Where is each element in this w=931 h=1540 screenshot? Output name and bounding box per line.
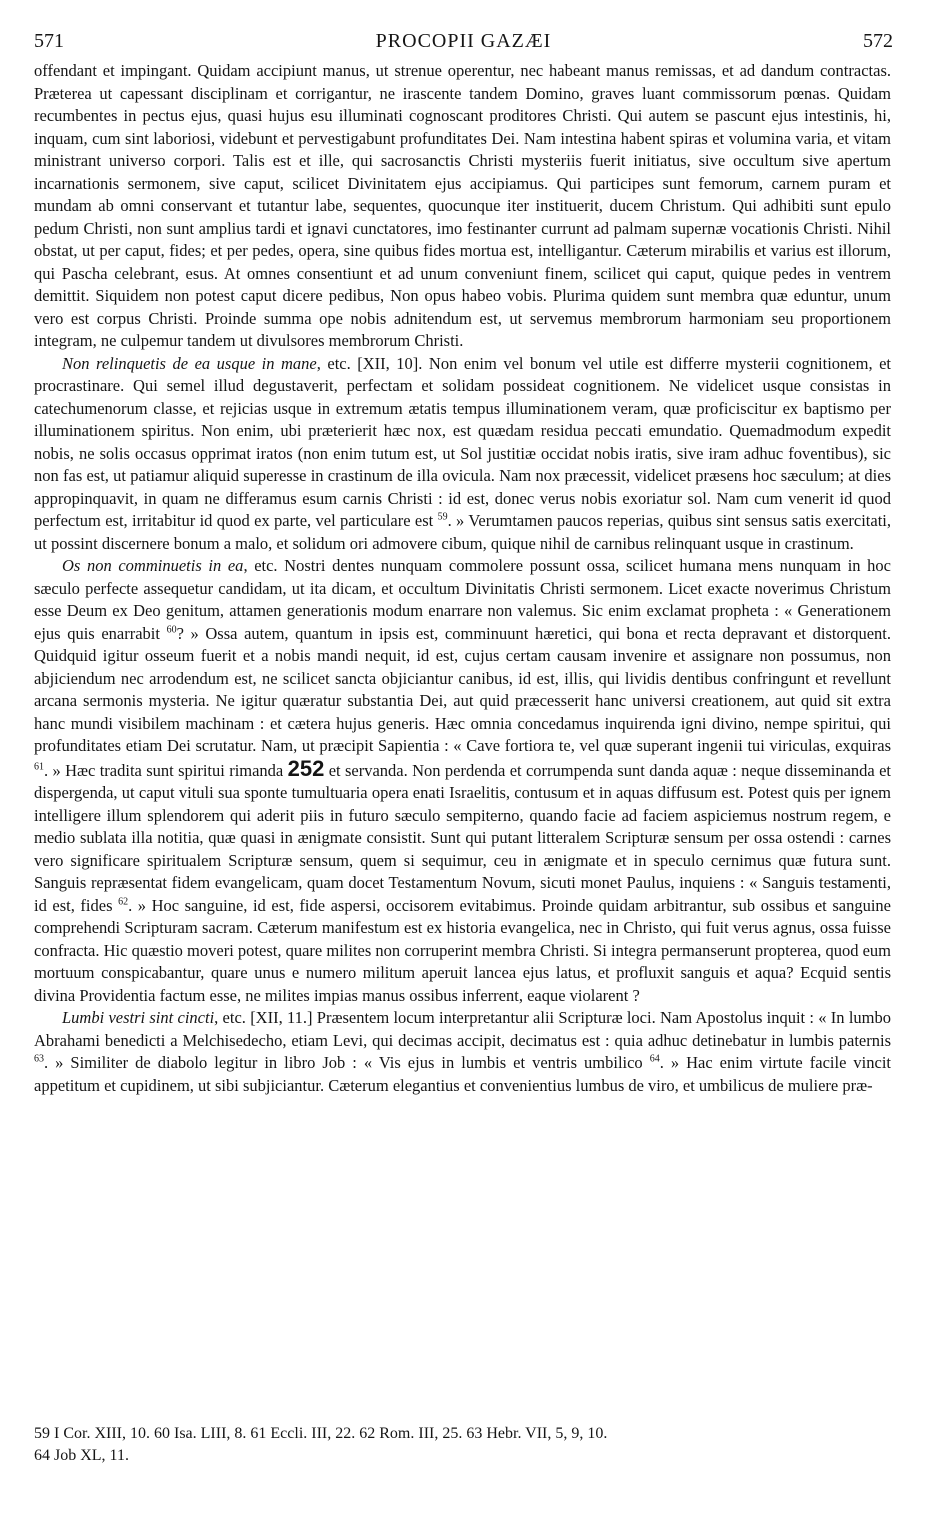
column-marker: 252 [287,755,325,781]
page-number-left: 571 [34,30,64,52]
lemma-text: Non relinquetis de ea usque in mane [62,353,317,373]
footnote-ref: 62 [118,896,129,907]
paragraph-text: , etc. Nostri dentes nunquam commolere possunt ossa, scilicet humana mens nunquam in hoc sæculo perfecte assequetur candidam, ut ita dicam, et occultum Divinitatis Christi sermonem. Licet exacte noverimus Christum esse Deum ex Deo genitum, attamen generationis modum enarrare non valemus. Sic enim exclamat propheta : « Generationem ejus quis enarrabit [34,556,891,643]
footnote-ref: 60 [166,624,177,635]
paragraph-text: . » Hoc sanguine, id est, fide aspersi, occisorem evitabimus. Proinde quidam arbitrantur, sub ossibus et sanguine comprehendi Scripturam sacram. Cæterum manifestum est ex historia evangelica, nec in Christo, qui fuit verus agnus, ossa fuisse confracta. Hic quæstio moveri potest, quare milites non corruperint membra Christi. Si integra permanserunt propterea, quod eum mortuum conspicabantur, quare unus e numero militum aperuit lancea ejus latus, et profluxit sanguis et aqua? Ecquid sentis divina Providentia factum esse, ne milites impias manus ossibus inferrent, eaque violarent ? [34,895,891,1005]
footnote-ref: 61 [34,761,44,772]
footnote-ref: 63 [34,1053,44,1065]
footnotes [34,1423,891,1467]
lemma-text: Os non comminuetis in ea [62,556,244,575]
running-title: PROCOPII GAZÆI [375,30,552,52]
paragraph-text: offendant et impingant. Quidam accipiunt manus, ut strenue operentur, nec habeant manus remissas, et ad dandum contractas. Præterea ut capessant disciplinam et corrigantur, ne irascente tandem Domino, graves luant commissorum pœnas. Quidam recumbentes in pectus ejus, quasi hujus esu illuminati cognoscant proditores Christi. Qui autem se pascunt ejus intestinis, hi, inquam, cum sint laboriosi, videbunt et pervestigabunt profunditates Dei. Nam intestina habent spiras et volumina varia, et vitam ministrant universo corpori. Talis est et ille, qui sacrosanctis Christi mysteriis fuerit initiatus, sive occultum sive apertum incarnationis sermonem, sive caput, scilicet Divinitatem ejus accipiamus. Qui participes sunt femorum, carnem puram et mundam ab omni conservant et tutantur labe, sequentes, quocunque iter instituerit, ducem Christum. Qui adhibiti sunt epulo pedum Christi, non sunt amplius tardi et ignavi cunctatores, imo festinanter currunt ad palmam supernæ vocationis Christi. Nihil obstat, ut per caput, fides; et per pedes, opera, sine quibus fides mortua est, intelligantur. Cæterum mirabilis et varius est illorum, qui Pascha celebrant, esus. At omnes consentiunt et ad unum conveniunt finem, scilicet qui caput, quique pedes in ventrem demittit. Siquidem non potest caput dicere pedibus, Non opus habeo vobis. Plurima quidem sunt membra quæ eduntur, unum vero est corpus Christi. Proinde summa ope nobis adnitendum est, ut servemus membrorum harmoniam seu proportionem integram, ne culpemur tandem ut divulsores membrorum Christi. [34,61,891,350]
paragraph-text: . » Hæc tradita sunt spiritui rimanda [44,760,288,780]
footnote-line: 64 Job XL, 11. [34,1447,129,1464]
footnote-ref: 64 [649,1053,660,1065]
paragraph [34,555,891,1007]
paragraph [34,353,891,556]
paragraph [34,1007,891,1097]
paragraph-text: et servanda. Non perdenda et corrumpenda sunt danda aquæ : neque disseminanda et dispergenda, ut caput vituli sua sponte tumultuaria opera enati Israelitis, contusum et in aquas diffusum est. Potest quis per ignem intelligere illum splendorem qui aderit piis in futuro sæculo sempiterno, quando facie ad faciem aspiciemus nostrum regem, e medio sublata illa notitia, quæ quasi in ænigmate consistit. Sunt qui putant litteralem Scripturæ sensum per ossa ostendi : carnes vero significare spiritualem Scripturæ sensum, quem si sequimur, ceu in ænigmate et in speculo cernimus quæ futura sunt. Sanguis repræsentat fidem evangelicam, quam docet Testamentum Novum, sicuti monet Paulus, inquiens : « Sanguis testamenti, id est, fides [34,760,891,915]
page-header [34,30,893,60]
footnote-line: 59 I Cor. XIII, 10. 60 Isa. LIII, 8. 61 Eccli. III, 22. 62 Rom. III, 25. 63 Hebr. VII, 5, 9, 10. [34,1425,608,1442]
lemma-text: Lumbi vestri sint cincti [62,1008,215,1027]
page-number-right: 572 [863,30,893,52]
paragraph-text: . » Similiter de diabolo legitur in libro Job : « Vis ejus in lumbis et ventris umbilico [44,1053,650,1072]
paragraph-text: , etc. [XII, 11.] Præsentem locum interpretantur alii Scripturæ loci. Nam Apostolus inquit : « In lumbo Abrahami benedicti a Melchisedecho, etiam Levi, qui decimas accipit, decimatus est : quia adhuc detinebatur in lumbis paternis [34,1008,891,1050]
paragraph-text: ? » Ossa autem, quantum in ipsis est, comminuunt hæretici, qui bona et recta depravant et distorquent. Quidquid igitur osseum fuerit et a nobis mandi nequit, id est, cujus certam causam invenire et assignare non possumus, non abjiciendum nec arrodendum est, ne scilicet sancta objiciantur canibus, id est, illis, qui lividis dentibus confringunt et revellunt arcana sermonis mysteria. Ne igitur quæratur substantia Dei, aut quid præcesserit hanc universi creationem, aut quid sit extra hanc mundi visibilem machinam : et cætera hujus generis. Hæc omnia concedamus inquirenda igni divino, nempe spiritui, qui profunditates etiam Dei scrutatur. Nam, ut præcipit Sapientia : « Cave fortiora te, vel quæ superant ingenii tui viriculas, exquiras [34,623,891,755]
paragraph-text: . » Hac enim virtute facile vincit appetitum et cupidinem, ut sibi subjiciantur. Cæterum elegantius et convenientius lumbus de viro, et umbilicus de muliere præ- [34,1053,891,1095]
paragraph [34,60,891,353]
footnote-ref: 59 [437,511,448,523]
body-text [34,60,891,1097]
paragraph-text: . » Verumtamen paucos reperias, quibus sint sensus satis exercitati, ut possint discernere bonum a malo, et solidum ori admovere cibum, quique nihil de carnibus relinquant usque in crastinum. [34,511,891,553]
paragraph-text: , etc. [XII, 10]. Non enim vel bonum vel utile est differre mysterii cognitionem, et procrastinare. Qui semel illud degustaverit, perfectam et solidam possideat cognitionem. Ne videlicet usque consistas in catechumenorum classe, et rejicias usque in extremum ætatis tempus illuminationem veram, quæ proficiscitur ex baptismo per illuminationem spiritus. Non enim, ubi præterierit hæc nox, est quædam residua peccati emundatio. Quemadmodum expedit nobis, ne solis occasus opprimat iratos (non enim tutum est, ut Sol justitiæ occidat nobis iratis, sive iram adhuc foventibus), sic non fas est, ut patiamur aliquid superesse in crastinum de illa ovicula. Nam nox præcessit, videlicet præsens hoc sæculum; at dies appropinquavit, in quam ne differamus esum carnis Christi : id est, donec verus nobis exoriatur sol. Nam cum venerit id quod perfectum est, irritabitur id quod ex parte, vel particulare est [34,353,891,530]
